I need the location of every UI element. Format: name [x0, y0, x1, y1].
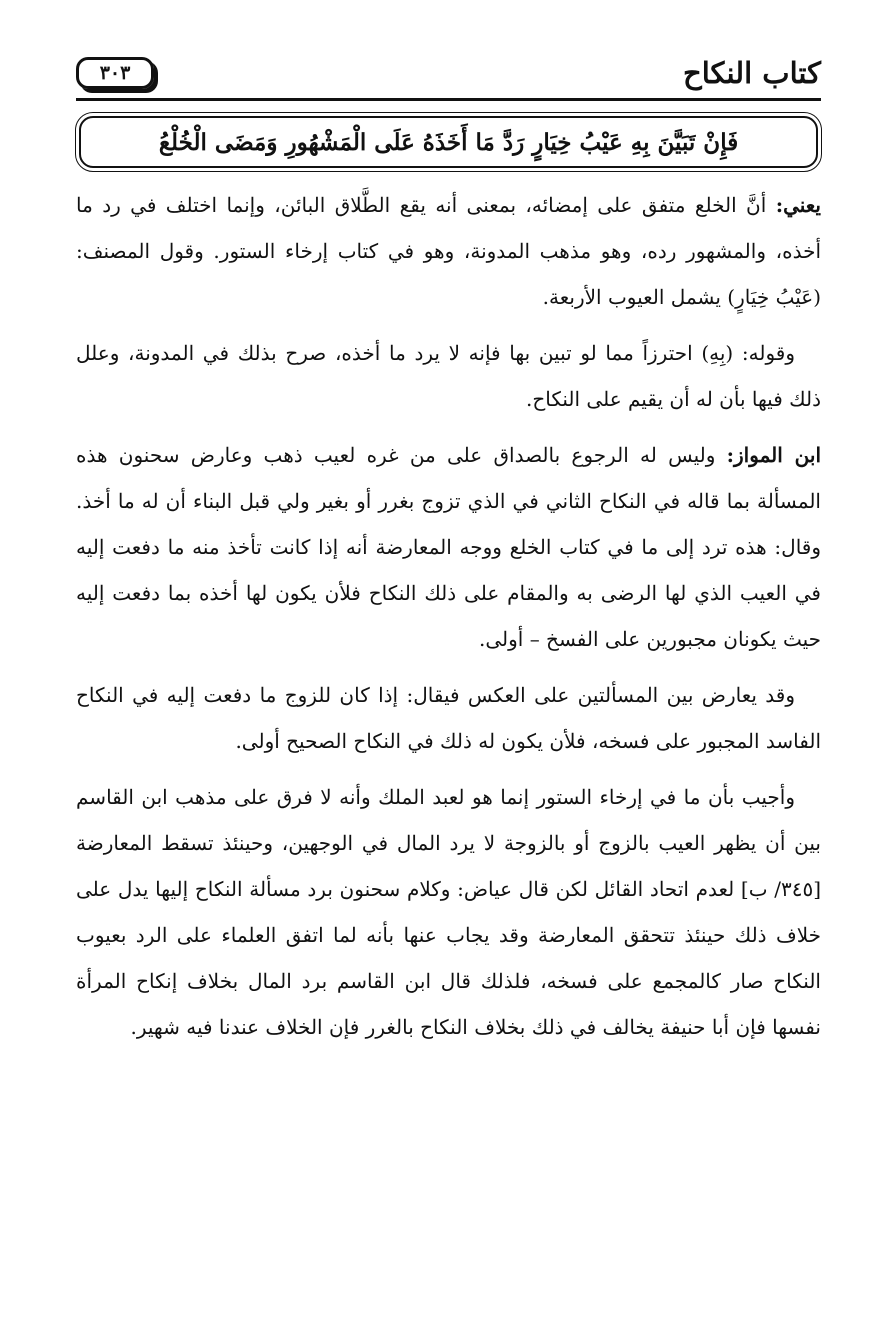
book-page — [76, 52, 821, 1060]
matn-frame — [79, 116, 818, 168]
page-header — [76, 52, 821, 100]
matn-text: فَإِنْ تَبَيَّنَ بِهِ عَيْبُ خِيَارٍ رَدَّ مَا أَخَذَهُ عَلَى الْمَشْهُورِ وَمَضَى الْخُلْعُ — [158, 128, 739, 156]
page-number: ٣٠٣ — [76, 57, 154, 89]
commentary-body — [76, 182, 821, 1050]
paragraph-lead: ابن المواز: — [726, 443, 821, 467]
book-title: كتاب النكاح — [682, 56, 821, 90]
paragraph-text: أنَّ الخلع متفق على إمضائه، بمعنى أنه يقع الطَّلاق البائن، وإنما اختلف في رد ما أخذه، والمشهور رده، وهو مذهب المدونة، وهو في كتاب إرخاء الستور. وقول المصنف: (عَيْبُ خِيَارٍ) يشمل العيوب الأربعة. — [76, 193, 821, 309]
paragraph — [76, 774, 821, 1050]
paragraph-text: وقوله: (بِهِ) احترزاً مما لو تبين بها فإنه لا يرد ما أخذه، صرح بذلك في المدونة، وعلل ذلك فيها بأن له أن يقيم على النكاح. — [76, 341, 821, 411]
paragraph-lead: يعني: — [775, 193, 821, 217]
paragraph — [76, 182, 821, 320]
paragraph — [76, 432, 821, 662]
paragraph-text: وأجيب بأن ما في إرخاء الستور إنما هو لعبد الملك وأنه لا فرق على مذهب ابن القاسم بين أن يظهر العيب بالزوج أو بالزوجة لا يرد المال في الوجهين، وحينئذ تسقط المعارضة [٣٤٥/ ب] لعدم اتحاد القائل لكن قال عياض: وكلام سحنون برد مسألة النكاح إليها يدل على خلاف ذلك حينئذ تتحقق المعارضة وقد يجاب عنها بأنه لما اتفق العلماء على الرد بعيوب النكاح صار كالمجمع على فسخه، فلذلك قال ابن القاسم برد المال بخلاف إنكاح المرأة نفسها فإن أبا حنيفة يخالف في ذلك بخلاف النكاح بالغرر فإن الخلاف عندنا فيه شهير. — [76, 785, 821, 1039]
paragraph-text: وليس له الرجوع بالصداق على من غره لعيب ذهب وعارض سحنون هذه المسألة بما قاله في النكاح الثاني في الذي تزوج بغرر أو بغير ولي قبل البناء أن له ما أخذ. وقال: هذه ترد إلى ما في كتاب الخلع ووجه المعارضة أنه إذا كانت تأخذ منه ما دفعت إليه في العيب الذي لها الرضى به والمقام على ذلك النكاح فلأن يكون لها أخذه بما دفعت إليه حيث يكونان مجبورين على الفسخ – أولى. — [76, 443, 822, 651]
paragraph — [76, 672, 821, 764]
paragraph — [76, 330, 821, 422]
header-rule — [76, 98, 821, 101]
paragraph-text: وقد يعارض بين المسألتين على العكس فيقال: إذا كان للزوج ما دفعت إليه في النكاح الفاسد المجبور على فسخه، فلأن يكون له ذلك في النكاح الصحيح أولى. — [76, 683, 821, 753]
